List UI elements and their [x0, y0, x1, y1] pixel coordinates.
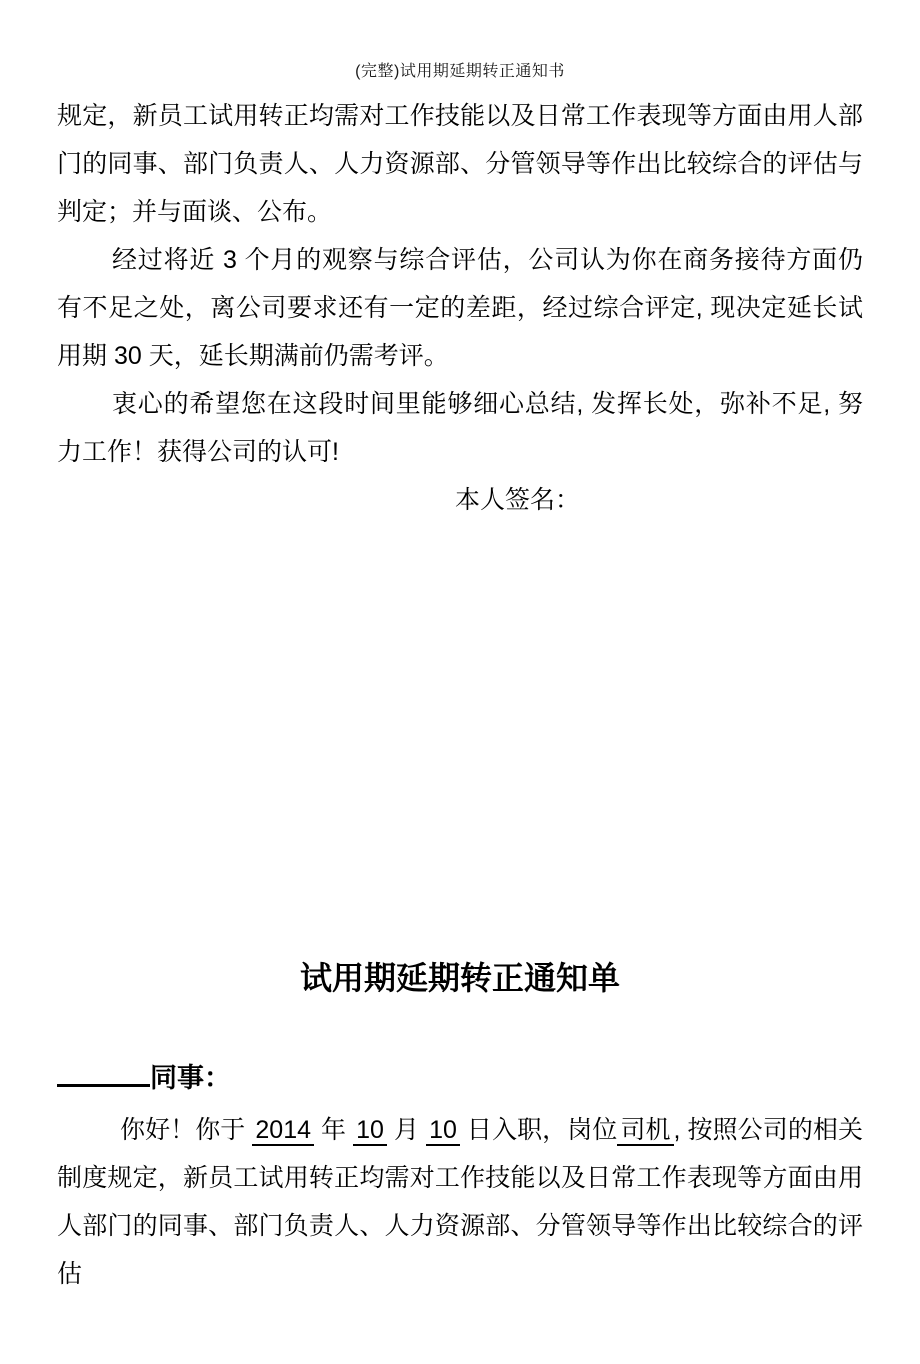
paragraph-greeting — [57, 1106, 863, 1298]
signature-line — [57, 476, 863, 524]
paragraph-evaluation-policy: 规定，新员工试用转正均需对工作技能以及日常工作表现等方面由用人部门的同事、部门负责人、人力资源部、分管领导等作出比较综合的评估与判定；并与面谈、公布。 — [57, 102, 863, 226]
document-header-title: (完整)试用期延期转正通知书 — [355, 63, 565, 80]
greeting-text-3: 月 — [386, 1116, 427, 1144]
hire-month-underlined: 10 — [353, 1116, 387, 1146]
signature-label: 本人签名： — [455, 486, 581, 514]
hire-day-underlined: 10 — [426, 1116, 460, 1146]
job-position-underlined: 司机 — [617, 1116, 673, 1146]
salutation-label: 同事： — [150, 1063, 231, 1093]
salutation-line — [57, 1054, 863, 1102]
name-blank-underline — [57, 1054, 150, 1087]
greeting-text-1: 你好！你于 — [120, 1116, 253, 1144]
paragraph-encouragement: 衷心的希望您在这段时间里能够细心总结, 发挥长处，弥补不足, 努力工作！获得公司的认可! — [57, 390, 863, 466]
greeting-text-5: , 按照公司的相关制度规定，新员工试用转正均需对工作技能以及日常工作表现等方面由用人部门的同事、部门负责人、人力资源部、分管领导等作出比较综合的评估 — [57, 1116, 863, 1288]
hire-year-underlined: 2014 — [252, 1116, 314, 1146]
document-page — [0, 62, 920, 1364]
greeting-text-4: 日入职，岗位 — [459, 1116, 618, 1144]
document-body — [0, 92, 920, 1298]
notice-title: 试用期延期转正通知单 — [299, 960, 620, 996]
paragraph-extension-decision: 经过将近 3 个月的观察与综合评估，公司认为你在商务接待方面仍有不足之处，离公司要求还有一定的差距，经过综合评定, 现决定延长试用期 30 天，延长期满前仍需考评。 — [57, 246, 863, 370]
greeting-text-2: 年 — [314, 1116, 354, 1144]
